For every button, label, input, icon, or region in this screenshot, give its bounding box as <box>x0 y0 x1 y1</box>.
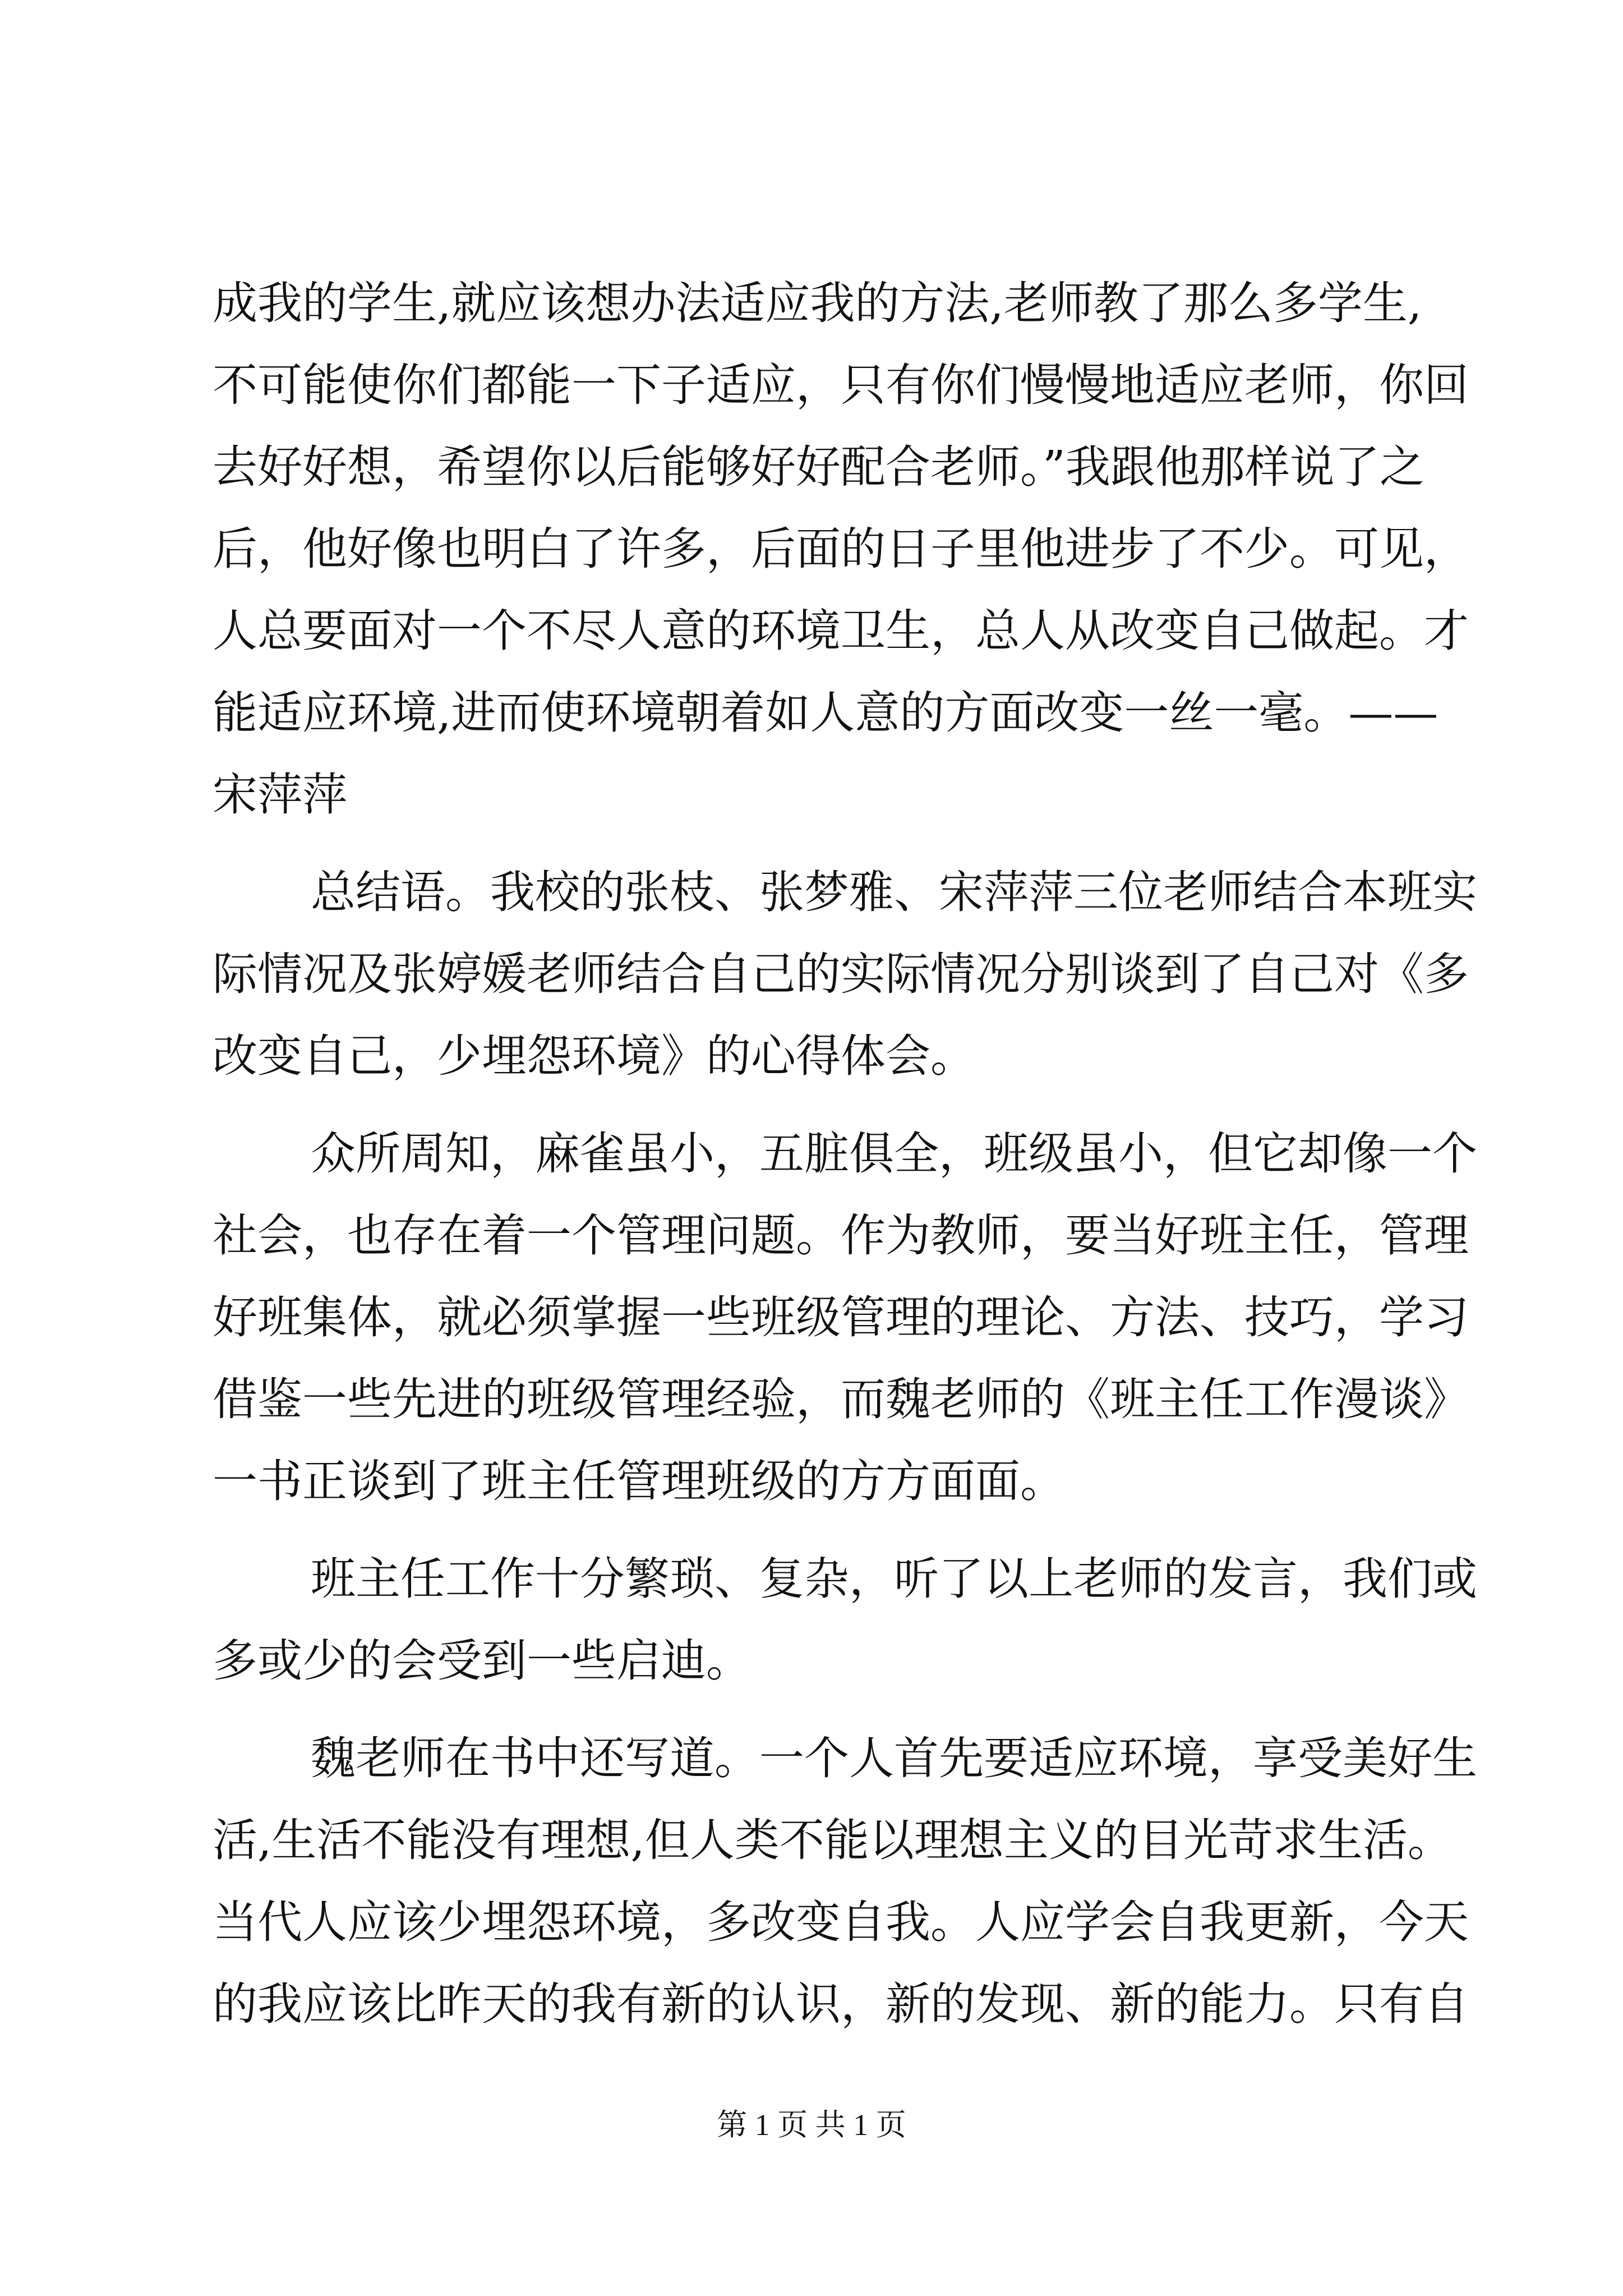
text-line: 当代人应该少埋怨环境，多改变自我。人应学会自我更新，今天 <box>213 1896 1469 1948</box>
text-line: 际情况及张婷媛老师结合自己的实际情况分别谈到了自己对《多 <box>213 948 1469 1000</box>
text-line: 众所周知，麻雀虽小，五脏俱全，班级虽小，但它却像一个 <box>311 1128 1477 1180</box>
page-number-footer: 第 1 页 共 1 页 <box>717 2108 906 2142</box>
text-line: 不可能使你们都能一下子适应，只有你们慢慢地适应老师，你回 <box>213 359 1469 411</box>
text-line: 去好好想，希望你以后能够好好配合老师。”我跟他那样说了之 <box>213 441 1424 493</box>
paragraph-2 <box>213 852 1477 1097</box>
paragraph-3 <box>213 1113 1477 1522</box>
paragraph-5 <box>213 1718 1477 2045</box>
text-line: 多或少的会受到一些启迪。 <box>213 1635 751 1687</box>
text-line: 班主任工作十分繁琐、复杂，听了以上老师的发言，我们或 <box>311 1553 1477 1605</box>
text-line: 的我应该比昨天的我有新的认识，新的发现、新的能力。只有自 <box>213 1978 1469 2030</box>
text-line: 后，他好像也明白了许多，后面的日子里他进步了不少。可见， <box>213 523 1469 575</box>
text-line: 人总要面对一个不尽人意的环境卫生，总人从改变自己做起。才 <box>213 605 1469 657</box>
paragraph-4 <box>213 1538 1477 1702</box>
text-line: 好班集体，就必须掌握一些班级管理的理论、方法、技巧，学习 <box>213 1291 1469 1343</box>
text-line: 魏老师在书中还写道。一个人首先要适应环境，享受美好生 <box>311 1732 1477 1784</box>
text-line: 社会，也存在着一个管理问题。作为教师，要当好班主任，管理 <box>213 1209 1469 1262</box>
paragraph-1 <box>213 263 1469 836</box>
text-line: 宋萍萍 <box>213 769 347 821</box>
text-line: 借鉴一些先进的班级管理经验，而魏老师的《班主任工作漫谈》 <box>213 1373 1469 1425</box>
text-line: 能适应环境,进而使环境朝着如人意的方面改变一丝一毫。—— <box>213 687 1438 739</box>
text-line: 总结语。我校的张枝、张梦雅、宋萍萍三位老师结合本班实 <box>311 866 1477 918</box>
text-line: 活,生活不能没有理想,但人类不能以理想主义的目光苛求生活。 <box>213 1814 1453 1866</box>
text-line: 改变自己，少埋怨环境》的心得体会。 <box>213 1030 975 1082</box>
text-line: 一书正谈到了班主任管理班级的方方面面。 <box>213 1455 1065 1507</box>
document-body <box>213 263 1477 2045</box>
text-line: 成我的学生,就应该想办法适应我的方法,老师教了那么多学生, <box>213 277 1422 329</box>
